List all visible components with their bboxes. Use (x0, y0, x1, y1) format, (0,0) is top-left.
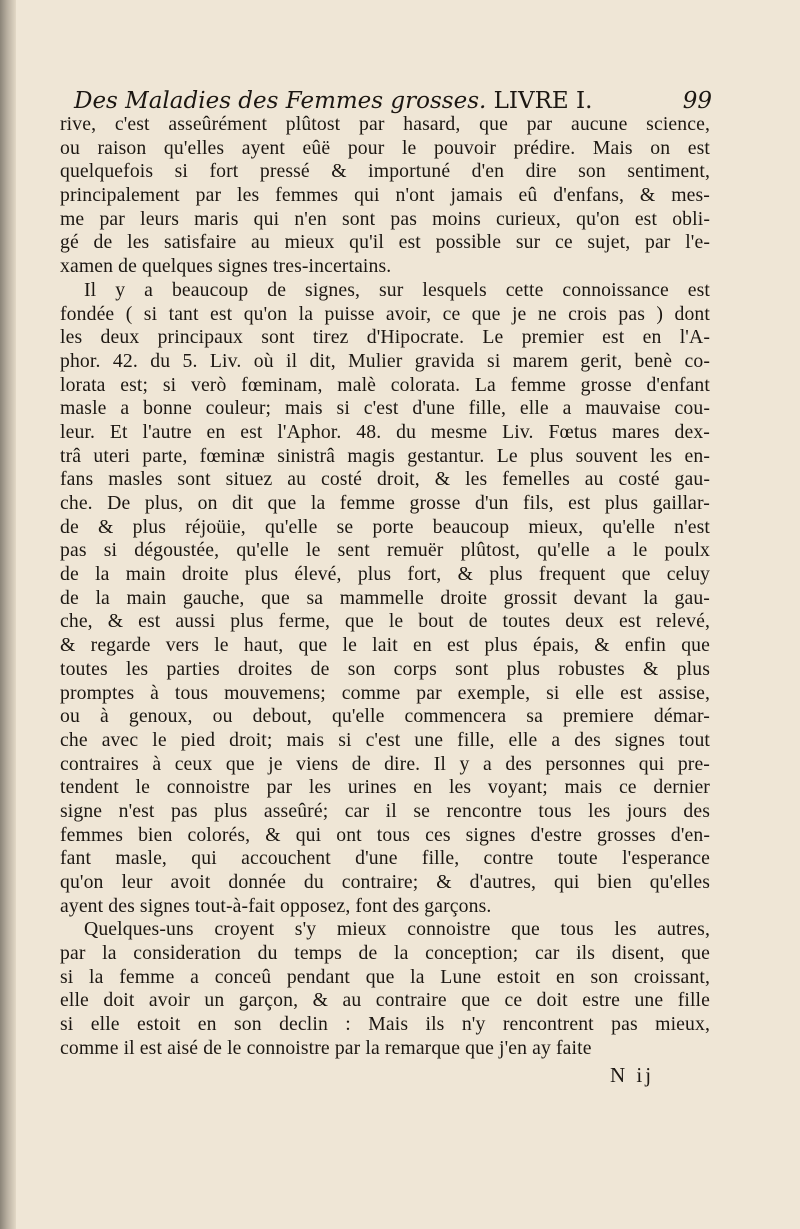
paragraph (60, 279, 710, 919)
running-title-italic: Des Maladies des Femmes grosses. (74, 88, 487, 114)
running-header (60, 86, 710, 116)
text-line: par la consideration du temps de la conception; car ils disent, que (60, 942, 710, 965)
text-line: masle a bonne couleur; mais si c'est d'une fille, elle a mauvaise cou- (60, 397, 710, 420)
text-line: comme il est aisé de le connoistre par la remarque que j'en ay faite (60, 1036, 592, 1059)
text-line: les deux principaux sont tirez d'Hipocrate. Le premier est en l'A- (60, 326, 710, 349)
text-line: che avec le pied droit; mais si c'est une fille, elle a des signes tout (60, 728, 710, 751)
text-line: fans masles sont situez au costé droit, & les femelles au costé gau- (60, 468, 710, 491)
text-line: & regarde vers le haut, que le lait en est plus épais, & enfin que (60, 634, 710, 657)
text-line: Quelques-uns croyent s'y mieux connoistre que tous les autres, (84, 918, 710, 941)
text-line: leur. Et l'autre en est l'Aphor. 48. du mesme Liv. Fœtus mares dex- (60, 420, 710, 443)
text-line: de la main gauche, que sa mammelle droite grossit devant la gau- (60, 586, 710, 609)
text-line: me par leurs maris qui n'en sont pas moins curieux, qu'on est obli- (60, 207, 710, 230)
text-line: Il y a beaucoup de signes, sur lesquels cette connoissance est (84, 278, 710, 301)
text-line: de la main droite plus élevé, plus fort, & plus frequent que celuy (60, 563, 710, 586)
text-line: lorata est; si verò fœminam, malè colorata. La femme grosse d'enfant (60, 373, 710, 396)
text-line: quelquefois si fort pressé & importuné d'en dire son sentiment, (60, 160, 710, 183)
paragraph (60, 918, 710, 1060)
text-line: femmes bien colorés, & qui ont tous ces signes d'estre grosses d'en- (60, 823, 710, 846)
text-line: pas si dégoustée, qu'elle le sent remuër plûtost, qu'elle a le poulx (60, 539, 710, 562)
text-line: toutes les parties droites de son corps sont plus robustes & plus (60, 657, 710, 680)
text-line: principalement par les femmes qui n'ont jamais eû d'enfans, & mes- (60, 184, 710, 207)
paragraph (60, 113, 710, 279)
text-line: si la femme a conceû pendant que la Lune estoit en son croissant, (60, 965, 710, 988)
book-page (60, 86, 710, 1088)
text-line: ayent des signes tout-à-fait opposez, font des garçons. (60, 894, 492, 917)
text-line: ou raison qu'elles ayent eûë pour le pouvoir prédire. Mais on est (60, 136, 710, 159)
signature-mark: N ij (610, 1062, 655, 1087)
text-line: gé de les satisfaire au mieux qu'il est possible sur ce sujet, par l'e- (60, 231, 710, 254)
text-line: contraires à ceux que je viens de dire. Il y a des personnes qui pre- (60, 752, 710, 775)
text-line: promptes à tous mouvemens; comme par exemple, si elle est assise, (60, 681, 710, 704)
text-line: fant masle, qui accouchent d'une fille, contre toute l'esperance (60, 847, 710, 870)
text-line: elle doit avoir un garçon, & au contraire que ce doit estre une fille (60, 989, 710, 1012)
text-line: che. De plus, on dit que la femme grosse d'un fils, est plus gaillar- (60, 492, 710, 514)
running-title (74, 86, 592, 116)
text-line: tendent le connoistre par les urines en les voyant; mais ce dernier (60, 776, 710, 799)
text-line: ou à genoux, ou debout, qu'elle commencera sa premiere démar- (60, 705, 710, 728)
text-line: signe n'est pas plus asseûré; car il se rencontre tous les jours des (60, 799, 710, 822)
running-title-book: LIVRE I. (493, 88, 593, 114)
text-line: fondée ( si tant est qu'on la puisse avoir, ce que je ne crois pas ) dont (60, 302, 710, 325)
text-line: si elle estoit en son declin : Mais ils n'y rencontrent pas mieux, (60, 1013, 710, 1036)
text-line: phor. 42. du 5. Liv. où il dit, Mulier gravida si marem gerit, benè co- (60, 349, 710, 372)
text-line: qu'on leur avoit donnée du contraire; & d'autres, qui bien qu'elles (60, 871, 710, 893)
text-line: trâ uteri parte, fœminæ sinistrâ magis gestantur. Le plus souvent les en- (60, 444, 710, 467)
book-gutter (0, 0, 16, 1229)
text-line: de & plus réjoüie, qu'elle se porte beaucoup mieux, qu'elle n'est (60, 515, 710, 538)
text-line: xamen de quelques signes tres-incertains. (60, 255, 392, 278)
page-text (60, 113, 710, 1061)
text-line: rive, c'est asseûrément plûtost par hasard, que par aucune science, (60, 113, 710, 135)
page-number: 99 (682, 88, 712, 114)
text-line: che, & est aussi plus ferme, que le bout de toutes deux est relevé, (60, 610, 710, 633)
